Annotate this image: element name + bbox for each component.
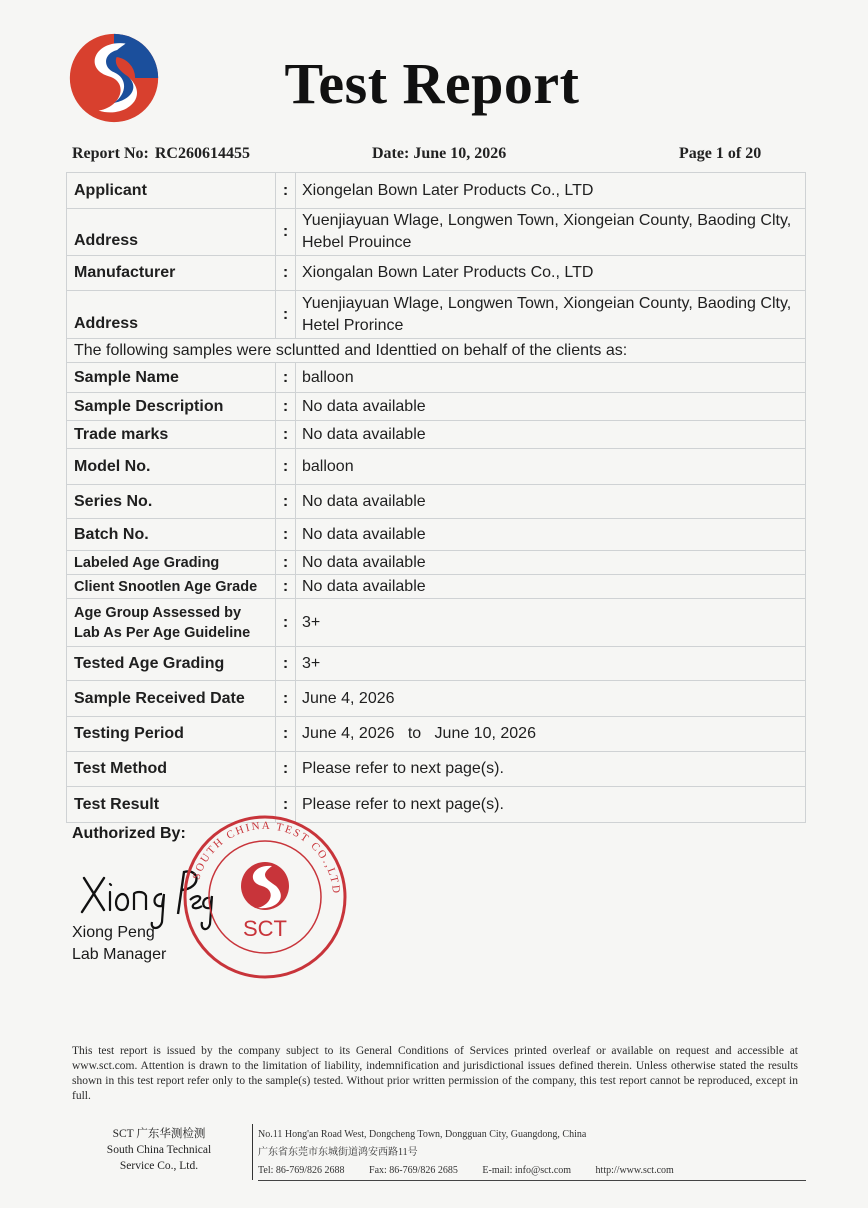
table-row: [67, 291, 806, 339]
table-row: [67, 256, 806, 291]
row-label: Applicant: [67, 173, 276, 209]
authorized-by-label: Authorized By:: [72, 825, 186, 842]
row-colon: :: [276, 787, 296, 823]
disclaimer-text: This test report is issued by the company subject to its General Conditions of Services printed overleaf or available on request and accessible at www.sct.com. Attention is drawn to the limitation of liability, indemnification and jurisdictional issues defined therein. Unless otherwise stated the results shown in this test report refer only to the sample(s) tested. Without prior written permission of the company, this test report cannot be reproduced, except in full.: [72, 1045, 798, 1102]
row-label: Manufacturer: [67, 256, 276, 291]
row-label: Testing Period: [67, 717, 276, 752]
row-value: No data available: [296, 575, 806, 599]
signer-block: [72, 922, 166, 966]
row-value: balloon: [296, 449, 806, 485]
row-colon: :: [276, 575, 296, 599]
table-row: [67, 599, 806, 647]
table-row: [67, 421, 806, 449]
report-number-label: Report No:: [72, 145, 149, 162]
row-colon: :: [276, 551, 296, 575]
svg-text:SOUTH CHINA TEST CO.,LTD: SOUTH CHINA TEST CO.,LTD: [190, 819, 343, 896]
table-row: [67, 787, 806, 823]
footer-email: E-mail: info@sct.com: [482, 1165, 572, 1176]
table-row: [67, 209, 806, 256]
table-row: [67, 551, 806, 575]
row-label: Age Group Assessed by Lab As Per Age Guideline: [67, 599, 276, 647]
row-colon: :: [276, 256, 296, 291]
row-value: June 4, 2026: [296, 681, 806, 717]
row-label: Test Method: [67, 752, 276, 787]
row-label: Sample Description: [67, 393, 276, 421]
footer-contact: [258, 1126, 798, 1180]
table-row: [67, 363, 806, 393]
row-value: 3+: [296, 599, 806, 647]
row-value: 3+: [296, 647, 806, 681]
footer-rule: [258, 1180, 806, 1181]
row-value: No data available: [296, 393, 806, 421]
row-value: Xiongalan Bown Later Products Co., LTD: [296, 256, 806, 291]
table-row: [67, 485, 806, 519]
row-value: Yuenjiayuan Wlage, Longwen Town, Xiongeian County, Baoding Clty, Hetel Prorince: [296, 291, 806, 339]
row-label: Series No.: [67, 485, 276, 519]
row-value: Please refer to next page(s).: [296, 787, 806, 823]
footer-company-line: South China Technical: [106, 1144, 212, 1156]
table-row: [67, 752, 806, 787]
table-row: [67, 393, 806, 421]
table-row: [67, 173, 806, 209]
row-label: Trade marks: [67, 421, 276, 449]
row-colon: :: [276, 752, 296, 787]
intro-text: The following samples were scluntted and Identtied on behalf of the clients as:: [67, 339, 806, 363]
row-value: Xiongelan Bown Later Products Co., LTD: [296, 173, 806, 209]
svg-text:SCT: SCT: [243, 916, 287, 941]
row-label: Tested Age Grading: [67, 647, 276, 681]
row-label: Address: [67, 291, 276, 339]
footer-company-line: Service Co., Ltd.: [119, 1160, 199, 1172]
footer-web: http://www.sct.com: [595, 1165, 674, 1176]
footer-address: No.11 Hong'an Road West, Dongcheng Town, Dongguan City, Guangdong, China: [258, 1129, 587, 1140]
table-row: [67, 717, 806, 752]
row-colon: :: [276, 291, 296, 339]
row-value: Yuenjiayuan Wlage, Longwen Town, Xiongeian County, Baoding Clty, Hebel Prouince: [296, 209, 806, 256]
report-number: [72, 145, 250, 163]
row-value: No data available: [296, 421, 806, 449]
row-colon: :: [276, 449, 296, 485]
row-label: Labeled Age Grading: [67, 551, 276, 575]
footer-address-cn: 广东省东莞市东城街道鸿安西路11号: [258, 1147, 418, 1158]
signer-title: Lab Manager: [72, 946, 167, 963]
row-value: balloon: [296, 363, 806, 393]
row-value: June 4, 2026 to June 10, 2026: [296, 717, 806, 752]
report-date: Date: June 10, 2026: [372, 145, 507, 162]
footer-contact-row: [258, 1162, 798, 1180]
row-colon: :: [276, 681, 296, 717]
row-colon: :: [276, 173, 296, 209]
row-colon: :: [276, 485, 296, 519]
footer-tel: Tel: 86-769/826 2688: [258, 1165, 345, 1176]
table-row: [67, 519, 806, 551]
page-indicator: Page 1 of 20: [679, 145, 762, 162]
table-row: [67, 449, 806, 485]
row-colon: :: [276, 393, 296, 421]
footer-company-line: SCT 广东华测检测: [112, 1128, 206, 1140]
footer-divider: [252, 1124, 253, 1180]
row-colon: :: [276, 599, 296, 647]
row-value: Please refer to next page(s).: [296, 752, 806, 787]
row-label: Address: [67, 209, 276, 256]
table-row: [67, 681, 806, 717]
table-row: [67, 575, 806, 599]
row-label: Test Result: [67, 787, 276, 823]
report-number-value: RC260614455: [154, 145, 250, 162]
row-label: Client Snootlen Age Grade: [67, 575, 276, 599]
footer-company: [84, 1126, 234, 1174]
row-value: No data available: [296, 519, 806, 551]
report-title: Test Report: [284, 51, 580, 116]
row-colon: :: [276, 209, 296, 256]
row-value: No data available: [296, 551, 806, 575]
row-colon: :: [276, 647, 296, 681]
row-label: Batch No.: [67, 519, 276, 551]
row-colon: :: [276, 363, 296, 393]
sample-info-table: [66, 172, 806, 823]
row-colon: :: [276, 421, 296, 449]
table-row-intro: [67, 339, 806, 363]
signer-name: Xiong Peng: [72, 924, 155, 941]
row-label: Sample Name: [67, 363, 276, 393]
row-label: Sample Received Date: [67, 681, 276, 717]
row-colon: :: [276, 519, 296, 551]
company-seal-icon: [180, 812, 350, 982]
row-value: No data available: [296, 485, 806, 519]
table-row: [67, 647, 806, 681]
footer-fax: Fax: 86-769/826 2685: [369, 1165, 458, 1176]
row-label: Model No.: [67, 449, 276, 485]
row-colon: :: [276, 717, 296, 752]
